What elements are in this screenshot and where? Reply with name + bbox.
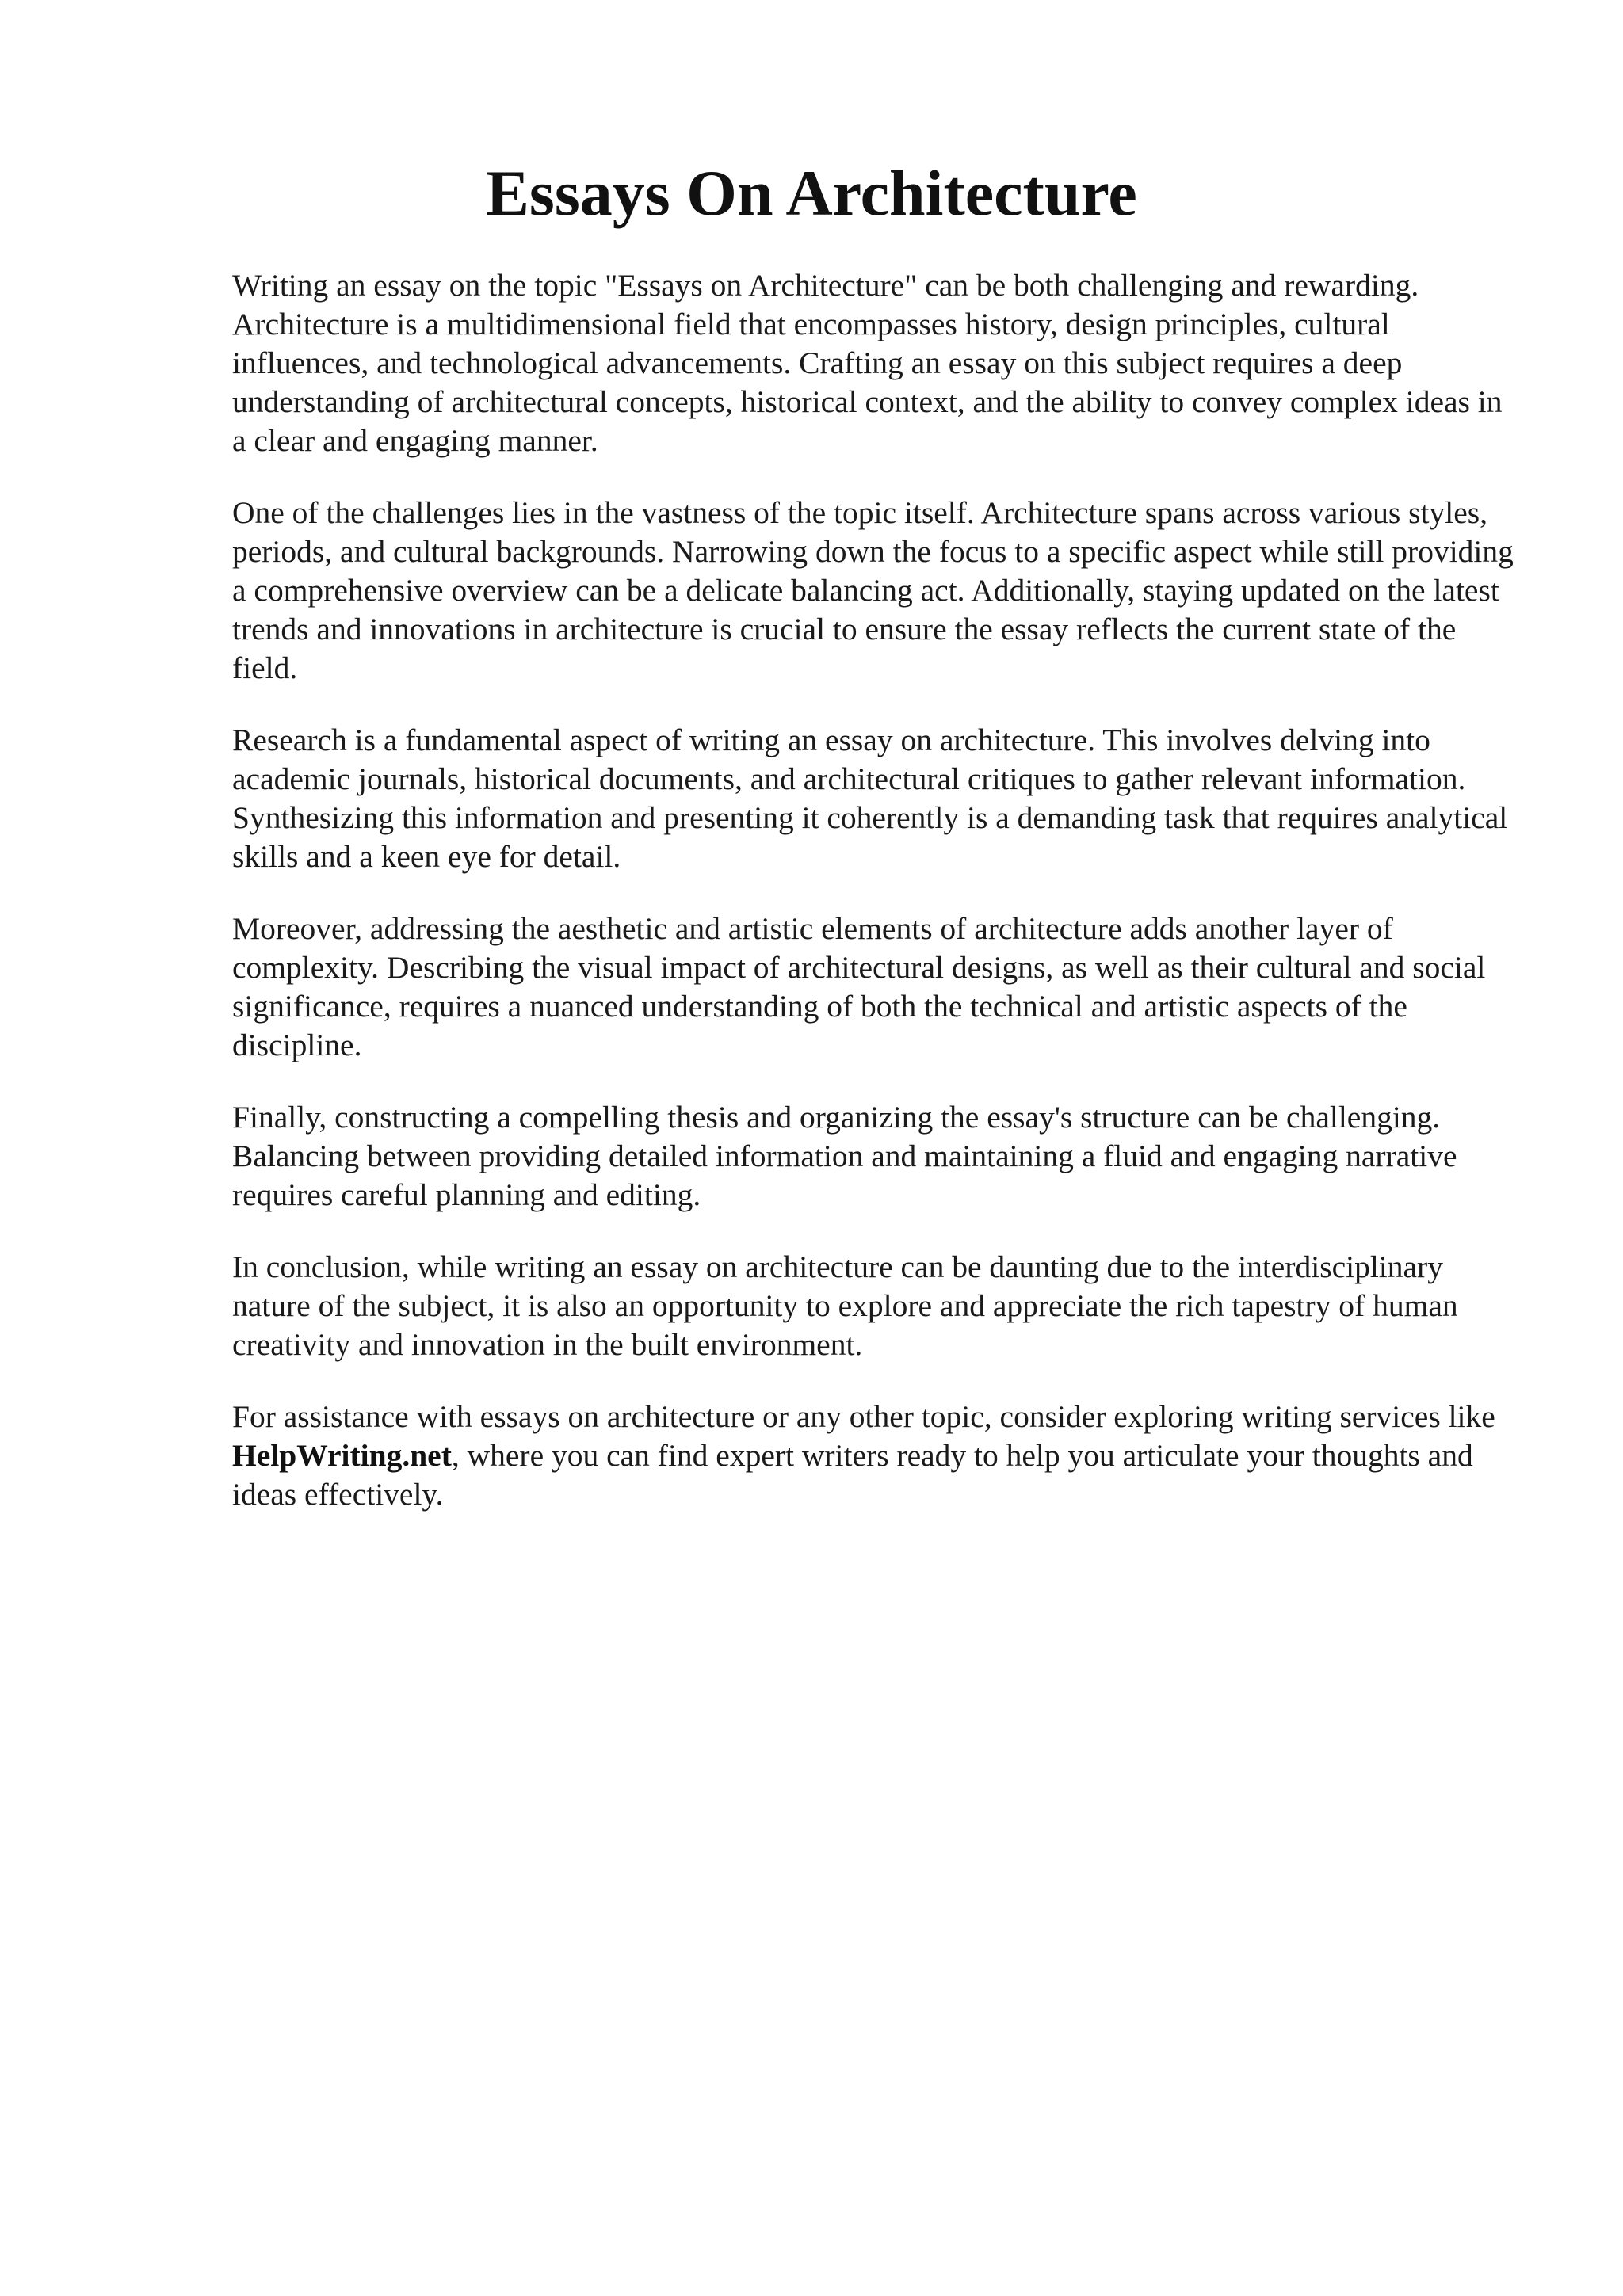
paragraph-challenges: One of the challenges lies in the vastness of the topic itself. Architecture spans across various styles, periods, and cultural backgrounds. Narrowing down the focus to a specific aspect while still providing a comprehensive overview can be a delicate balancing act. Additionally, staying updated on the latest trends and innovations in architecture is crucial to ensure the essay reflects the current state of the field.	[232, 495, 1514, 685]
paragraph-research: Research is a fundamental aspect of writing an essay on architecture. This involves delving into academic journals, historical documents, and architectural critiques to gather relevant information. Synthesizing this information and presenting it coherently is a demanding task that requires analytical skills and a keen eye for detail.	[232, 723, 1508, 874]
paragraph-conclusion: In conclusion, while writing an essay on architecture can be daunting due to the interdisciplinary nature of the subject, it is also an opportunity to explore and appreciate the rich tapestry of human creativity and innovation in the built environment.	[232, 1249, 1458, 1362]
paragraph-intro: Writing an essay on the topic "Essays on Architecture" can be both challenging and rewarding. Architecture is a multidimensional field that encompasses history, design principles, cultural influences, and technological advancements. Crafting an essay on this subject requires a deep understanding of architectural concepts, historical context, and the ability to convey complex ideas in a clear and engaging manner.	[232, 268, 1503, 458]
closing-text-before: For assistance with essays on architecture or any other topic, consider exploring writing services like	[232, 1399, 1495, 1434]
brand-name: HelpWriting.net	[232, 1438, 452, 1473]
closing-text-after: , where you can find expert writers ready to help you articulate your thoughts and ideas effectively.	[232, 1438, 1473, 1512]
paragraph-closing	[232, 1398, 1516, 1514]
document-body	[232, 266, 1516, 1547]
paragraph-thesis: Finally, constructing a compelling thesis and organizing the essay's structure can be challenging. Balancing between providing detailed information and maintaining a fluid and engaging narrative requires careful planning and editing.	[232, 1100, 1457, 1212]
paragraph-aesthetics: Moreover, addressing the aesthetic and artistic elements of architecture adds another layer of complexity. Describing the visual impact of architectural designs, as well as their cultural and social significance, requires a nuanced understanding of both the technical and artistic aspects of the discipline.	[232, 911, 1486, 1062]
document-title: Essays On Architecture	[486, 157, 1137, 229]
